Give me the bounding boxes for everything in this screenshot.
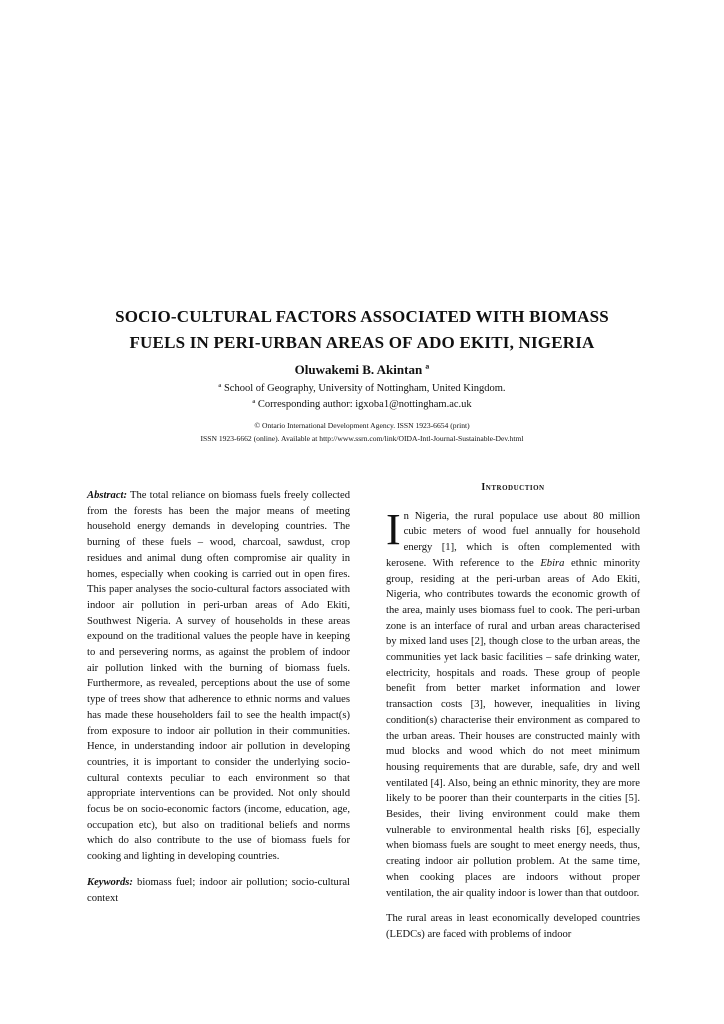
copyright-line-online: ISSN 1923-6662 (online). Available at http://www.ssrn.com/link/OIDA-Intl-Journal-Sustainable-Dev.html — [200, 434, 524, 443]
introduction-heading: Introduction — [481, 482, 545, 493]
copyright-line-print: © Ontario International Development Agency. ISSN 1923-6654 (print) — [254, 421, 470, 430]
affiliations — [0, 381, 724, 413]
copyright-notice — [0, 419, 724, 445]
title-line-2: FUELS IN PERI-URBAN AREAS OF ADO EKITI, NIGERIA — [129, 333, 595, 352]
abstract-label: Abstract: — [87, 490, 128, 501]
keywords-text: biomass fuel; indoor air pollution; socio-cultural context — [87, 876, 350, 904]
right-column — [386, 480, 640, 943]
keywords-label: Keywords: — [87, 876, 133, 888]
author-name: Oluwakemi B. Akintan ª — [294, 362, 430, 377]
paper-title — [60, 304, 664, 356]
keywords — [87, 875, 350, 906]
title-line-1: SOCIO-CULTURAL FACTORS ASSOCIATED WITH BIOMASS — [115, 307, 609, 326]
drop-cap: I — [386, 504, 401, 554]
left-column — [87, 488, 350, 906]
affiliation-line: ª School of Geography, University of Nottingham, United Kingdom. — [218, 383, 506, 394]
abstract-text: The total reliance on biomass fuels freely collected from the forests has been the major means of meeting household energy demands in developing countries. The burning of these fuels – wood, charcoal, sawdust, crop residues and animal dung often compromise air quality in homes, especially when cooking is carried out in open fires. This paper analyses the socio-cultural factors associated with indoor air pollution in peri-urban areas of Ado Ekiti, Southwest Nigeria. A survey of households in these areas expound on the traditional values the people have in keeping to and persevering norms, as against the problem of indoor air pollution linked with the burning of biomass fuels. Furthermore, as revealed, perceptions about the use of some type of trees show that adherence to ethnic norms and values has made these householders fail to see the health impact(s) from exposure to indoor air pollution in their communities. Hence, in understanding indoor air pollution in developing countries, it is important to consider the underlying socio-cultural contexts peculiar to each environment so that appropriate interventions can be provided. Not only should focus be on socio-economic factors (income, education, age, occupation etc), but also on traditional beliefs and norms which do also contribute to the use of biomass fuels for cooking and lighting in developing countries. — [87, 490, 350, 863]
introduction-paragraph-1: In Nigeria, the rural populace use about 80 million cubic meters of wood fuel annually for household energy [1], which is often complemented with kerosene. With reference to the Ebira ethnic minority group, residing at the peri-urban areas of Ado Ekiti, Nigeria, who contributes towards the economic growth of the area, mainly uses biomass fuel to cook. The peri-urban zone is an interface of rural and urban areas characterised by mixed land uses [2], though close to the urban areas, the communities yet lack basic facilities – safe drinking water, electricity, hospitals and roads. These group of people benefit from better market information and lower transaction costs [3], however, inequalities in living condition(s) characterise their environment as compared to the urban areas. Their houses are constructed mainly with mud blocks and wood which do not meet minimum housing requirements that are durable, safe, dry and well ventilated [4]. Also, being an ethnic minority, they are more likely to be poorer than their counterparts in the cities [5]. Besides, their living environment could make them vulnerable to environmental health risks [6], especially when biomass fuels are sought to meet energy needs, thus, creating indoor air pollution problem. At the same time, when cooking places are indoors without proper ventilation, the air quality indoor is lower than that outdoor. — [386, 504, 640, 899]
abstract — [87, 488, 350, 865]
corresponding-author: ª Corresponding author: igxoba1@nottingham.ac.uk — [252, 399, 472, 410]
introduction-paragraph-2: The rural areas in least economically developed countries (LEDCs) are faced with problems of indoor — [386, 913, 640, 940]
